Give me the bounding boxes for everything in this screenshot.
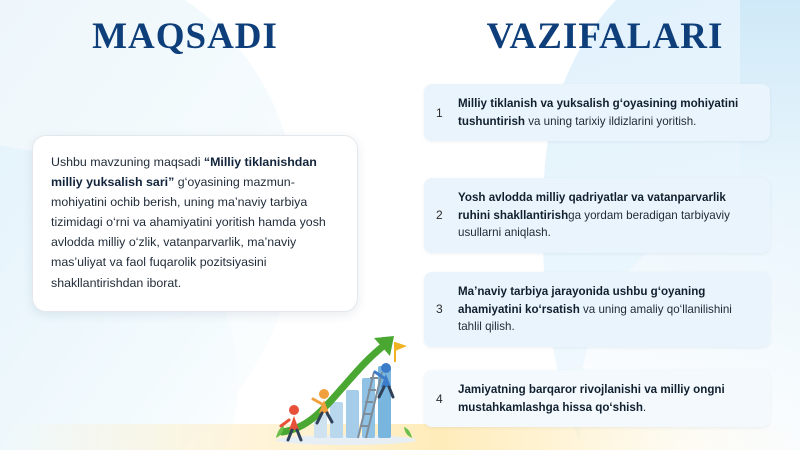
task-number-2: 2: [436, 208, 443, 223]
page-title-vazifalari: VAZIFALARI: [486, 16, 724, 57]
task-bold-4: Jamiyatning barqaror rivojlanishi va milliy ongni mustahkamlashga hissa qo‘shish: [458, 383, 725, 414]
task-bold-1: Milliy tiklanish va yuksalish g‘oyasining mohiyatini tushuntirish: [458, 97, 739, 128]
task-item-1: [424, 84, 770, 141]
task-text-3: [458, 283, 758, 336]
task-text-1: [458, 95, 758, 130]
maqsad-rest: g‘oyasining mazmun-mohiyatini ochib berish, uning ma’naviy tarbiya tizimidagi o‘rni va ahamiyatini yoritish hamda yosh avlodda milliy o‘zlik, vatanparvarlik, ma’naviy mas’uliyat va faol fuqarolik pozitsiyasini shakllantirishdan iborat.: [51, 175, 326, 290]
task-bold-2: Yosh avlodda milliy qadriyatlar va vatanparvarlik ruhini shakllantirish: [458, 191, 726, 222]
task-text-2: [458, 189, 758, 242]
task-plain-4: .: [642, 400, 647, 414]
task-item-4: [424, 370, 770, 427]
page-title-maqsadi: MAQSADI: [92, 16, 278, 57]
task-number-1: 1: [436, 105, 443, 120]
task-plain-3: va uning amaliy qo‘llanilishini tahlil qilish.: [458, 302, 732, 334]
task-plain-2: ga yordam beradigan tarbiyaviy usullarni aniqlash.: [458, 208, 730, 240]
growth-chart-teamwork-illustration: [262, 328, 430, 446]
task-number-4: 4: [436, 391, 443, 406]
maqsad-text: [51, 152, 339, 293]
maqsad-card: [32, 135, 358, 312]
task-bold-3: Ma’naviy tarbiya jarayonida ushbu g‘oyaning ahamiyatini ko‘rsatish: [458, 285, 706, 316]
task-item-3: [424, 272, 770, 347]
maqsad-lead: Ushbu mavzuning maqsadi: [51, 155, 204, 169]
task-item-2: [424, 178, 770, 253]
maqsad-quote: “Milliy tiklanishdan milliy yuksalish sari”: [51, 155, 317, 190]
task-plain-1: va uning tarixiy ildizlarini yoritish.: [524, 114, 697, 128]
task-text-4: [458, 381, 758, 416]
task-number-3: 3: [436, 302, 443, 317]
